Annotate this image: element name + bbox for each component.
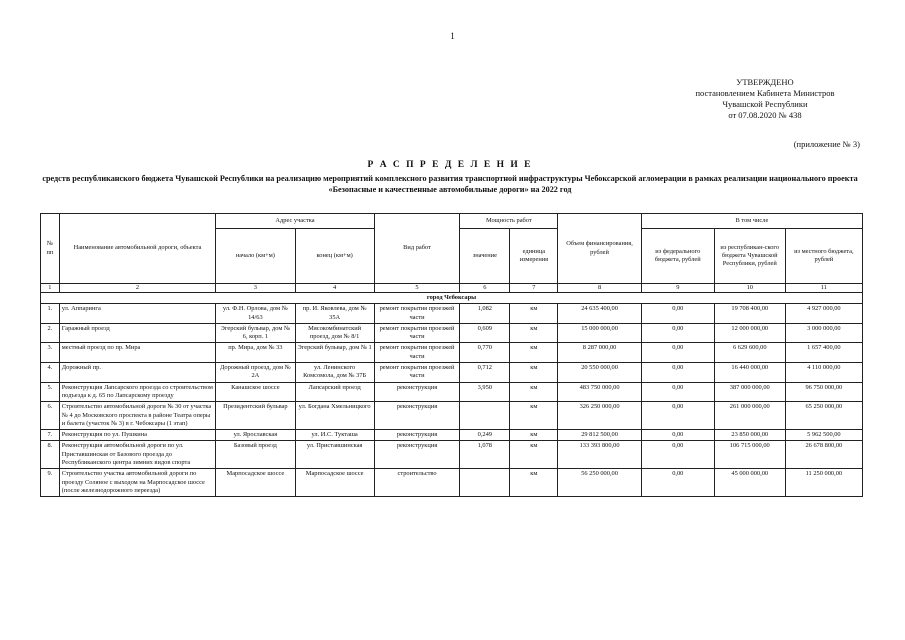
address-end: ул. Богдана Хмельницкого [295,402,374,430]
total-funding: 8 287 000,00 [558,343,641,363]
capacity-unit: км [510,304,558,324]
republic-funding: 16 440 000,00 [714,363,785,383]
header-start: начало (км+м) [216,229,295,284]
work-type: реконструкция [374,402,460,430]
capacity-unit: км [510,430,558,441]
row-number: 8. [41,441,60,469]
row-number: 4. [41,363,60,383]
header-address: Адрес участка [216,214,375,229]
address-start: Канашское шоссе [216,382,295,402]
republic-funding: 387 000 000,00 [714,382,785,402]
table-row [41,441,863,469]
road-name: местный проезд по пр. Мира [59,343,215,363]
work-type: ремонт покрытия проезжей части [374,323,460,343]
capacity-value: 1,078 [460,441,510,469]
header-capacity: Мощность работ [460,214,558,229]
federal-funding: 0,00 [641,304,714,324]
table-row [41,343,863,363]
address-start: Эгерский бульвар, дом № 6, корп. 1 [216,323,295,343]
table-row [41,402,863,430]
address-start: ул. Ф.Н. Орлова, дом № 14/63 [216,304,295,324]
header-number: № пп [41,214,60,284]
header-volume: Объем финансирования, рублей [558,214,641,284]
address-start: Марпосадское шоссе [216,469,295,497]
approval-line-1: УТВЕРЖДЕНО [736,77,794,87]
republic-funding: 261 000 000,00 [714,402,785,430]
header-republic: из республикан-ского бюджета Чувашской Республики, рублей [714,229,785,284]
total-funding: 326 250 000,00 [558,402,641,430]
local-funding: 4 110 000,00 [785,363,862,383]
total-funding: 56 250 000,00 [558,469,641,497]
address-start: пр. Мира, дом № 33 [216,343,295,363]
capacity-value: 0,712 [460,363,510,383]
header-federal: из федерального бюджета, рублей [641,229,714,284]
address-end: пр. И. Яковлева, дом № 35А [295,304,374,324]
row-number: 5. [41,382,60,402]
local-funding: 3 000 000,00 [785,323,862,343]
capacity-unit: км [510,382,558,402]
table-row [41,382,863,402]
road-name: Реконструкция Лапсарского проезда со строительством подъезда к д. 65 по Лапсарскому проезду [59,382,215,402]
federal-funding: 0,00 [641,441,714,469]
column-number: 9 [641,284,714,293]
address-end: Марпосадское шоссе [295,469,374,497]
column-number: 8 [558,284,641,293]
federal-funding: 0,00 [641,363,714,383]
document-title: Р А С П Р Е Д Е Л Е Н И Е [367,160,533,170]
capacity-value [460,402,510,430]
row-number: 1. [41,304,60,324]
federal-funding: 0,00 [641,402,714,430]
table-row [41,469,863,497]
capacity-unit: км [510,323,558,343]
column-number: 2 [59,284,215,293]
capacity-unit: км [510,469,558,497]
row-number: 6. [41,402,60,430]
total-funding: 20 550 000,00 [558,363,641,383]
republic-funding: 19 708 400,00 [714,304,785,324]
header-work-type: Вид работ [374,214,460,284]
capacity-unit: км [510,402,558,430]
republic-funding: 23 850 000,00 [714,430,785,441]
appendix-label: (приложение № 3) [793,139,860,149]
column-number-row [41,284,863,293]
republic-funding: 45 000 000,00 [714,469,785,497]
approval-line-4: от 07.08.2020 № 438 [728,110,802,120]
distribution-table [40,213,863,497]
road-name: Реконструкция по ул. Пушкина [59,430,215,441]
header-name: Наименование автомобильной дороги, объекта [59,214,215,284]
column-number: 5 [374,284,460,293]
republic-funding: 6 629 600,00 [714,343,785,363]
address-end: Мясокомбинатский проезд, дом № 8/1 [295,323,374,343]
local-funding: 11 250 000,00 [785,469,862,497]
total-funding: 24 635 400,00 [558,304,641,324]
road-name: Гаражный проезд [59,323,215,343]
capacity-unit: км [510,441,558,469]
address-start: Базовый проезд [216,441,295,469]
road-name: Строительство участка автомобильной дороги по проезду Соляное с выходом на Марпосадское шоссе (после железнодорожного переезда) [59,469,215,497]
address-start: ул. Ярославская [216,430,295,441]
address-end: ул. Приставшинская [295,441,374,469]
city-row [41,293,863,304]
total-funding: 133 393 800,00 [558,441,641,469]
table-row [41,430,863,441]
column-number: 11 [785,284,862,293]
total-funding: 483 750 000,00 [558,382,641,402]
column-number: 1 [41,284,60,293]
road-name: ул. Аппаринга [59,304,215,324]
capacity-value: 3,950 [460,382,510,402]
table-row [41,304,863,324]
local-funding: 5 962 500,00 [785,430,862,441]
address-end: Эгерский бульвар, дом № 1 [295,343,374,363]
header-local: из местного бюджета, рублей [785,229,862,284]
header-unit: единица измерения [510,229,558,284]
address-start: Президентский бульвар [216,402,295,430]
federal-funding: 0,00 [641,469,714,497]
capacity-value [460,469,510,497]
federal-funding: 0,00 [641,323,714,343]
column-number: 10 [714,284,785,293]
local-funding: 4 927 000,00 [785,304,862,324]
row-number: 9. [41,469,60,497]
road-name: Дорожный пр. [59,363,215,383]
table-row [41,363,863,383]
row-number: 3. [41,343,60,363]
address-end: Лапсарский проезд [295,382,374,402]
federal-funding: 0,00 [641,430,714,441]
local-funding: 96 750 000,00 [785,382,862,402]
approval-stamp [670,77,860,121]
federal-funding: 0,00 [641,382,714,402]
road-name: Реконструкция автомобильной дороги по ул. Приставшинская от Базового проезда до Республиканского центра зимних видов спорта [59,441,215,469]
work-type: ремонт покрытия проезжей части [374,304,460,324]
federal-funding: 0,00 [641,343,714,363]
republic-funding: 12 000 000,00 [714,323,785,343]
capacity-unit: км [510,363,558,383]
local-funding: 26 678 800,00 [785,441,862,469]
total-funding: 15 000 000,00 [558,323,641,343]
road-name: Строительство автомобильной дороги № 30 от участка № 4 до Московского проспекта в районе Театра оперы и балета (участок № 3) в г. Чебоксары (1 этап) [59,402,215,430]
address-start: Дорожный проезд, дом № 2А [216,363,295,383]
work-type: реконструкция [374,430,460,441]
city-name: город Чебоксары [41,293,863,304]
total-funding: 29 812 500,00 [558,430,641,441]
table-row [41,323,863,343]
capacity-value: 0,770 [460,343,510,363]
column-number: 6 [460,284,510,293]
header-value: значение [460,229,510,284]
approval-line-3: Чувашской Республики [722,99,808,109]
row-number: 2. [41,323,60,343]
work-type: реконструкция [374,382,460,402]
header-end: конец (км+м) [295,229,374,284]
capacity-value: 0,249 [460,430,510,441]
capacity-unit: км [510,343,558,363]
republic-funding: 106 715 000,00 [714,441,785,469]
approval-line-2: постановлением Кабинета Министров [695,88,835,98]
work-type: строительство [374,469,460,497]
local-funding: 1 657 400,00 [785,343,862,363]
column-number: 7 [510,284,558,293]
capacity-value: 1,082 [460,304,510,324]
address-end: ул. Ленинского Комсомола, дом № 37Б [295,363,374,383]
local-funding: 65 250 000,00 [785,402,862,430]
document-subtitle: средств республиканского бюджета Чувашской Республики на реализацию мероприятий комплексного развития транспортной инфраструктуры Чебоксарской агломерации в рамках реализации национального проекта «Безопасные и качественные автомобильные дороги» на 2022 год [42,174,858,194]
page-number: 1 [450,31,455,41]
work-type: реконструкция [374,441,460,469]
row-number: 7. [41,430,60,441]
work-type: ремонт покрытия проезжей части [374,363,460,383]
capacity-value: 0,609 [460,323,510,343]
column-number: 3 [216,284,295,293]
address-end: ул. И.С. Тукташа [295,430,374,441]
work-type: ремонт покрытия проезжей части [374,343,460,363]
column-number: 4 [295,284,374,293]
header-including: В том числе [641,214,862,229]
